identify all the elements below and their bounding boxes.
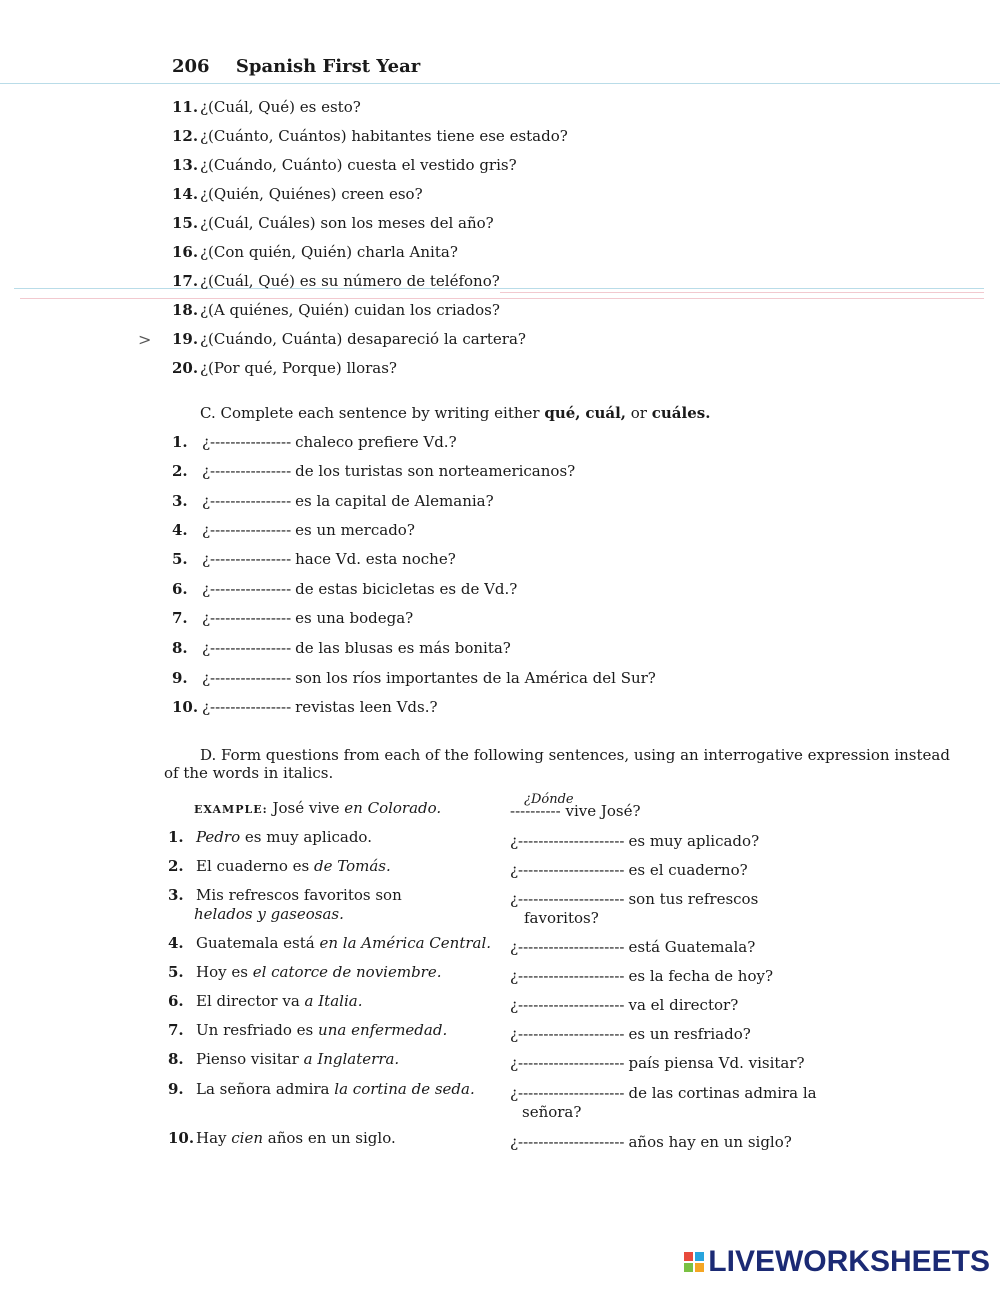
answer-blank[interactable]: ¿---------------------: [510, 1133, 625, 1151]
margin-mark: >: [138, 330, 152, 349]
list-item: 10. ¿---------------- revistas leen Vds.?: [172, 698, 438, 716]
list-item: 11. ¿(Cuál, Qué) es esto?: [172, 98, 361, 116]
question: ¿--------------------- de las cortinas admira la: [510, 1084, 817, 1102]
list-item: 1. ¿---------------- chaleco prefiere Vd.?: [172, 433, 457, 451]
question: ¿--------------------- país piensa Vd. visitar?: [510, 1054, 805, 1072]
answer-blank[interactable]: ¿----------------: [202, 639, 292, 657]
page-number: 206: [172, 56, 210, 77]
answer-blank[interactable]: ¿----------------: [202, 669, 292, 687]
sentence: 5. Hoy es el catorce de noviembre.: [168, 963, 442, 981]
list-item: 19. ¿(Cuándo, Cuánta) desapareció la cartera?: [172, 330, 526, 348]
answer-blank[interactable]: ¿---------------------: [510, 1084, 625, 1102]
list-item: 14. ¿(Quién, Quiénes) creen eso?: [172, 185, 423, 203]
sentence: 3. Mis refrescos favoritos son: [168, 886, 402, 904]
logo-mark-icon: [684, 1252, 704, 1272]
answer-blank[interactable]: ¿----------------: [202, 698, 292, 716]
sentence: 10. Hay cien años en un siglo.: [168, 1129, 396, 1147]
sentence: 9. La señora admira la cortina de seda.: [168, 1080, 475, 1098]
answer-blank[interactable]: ¿---------------------: [510, 832, 625, 850]
answer-blank[interactable]: ¿---------------------: [510, 1054, 625, 1072]
book-title: Spanish First Year: [235, 56, 421, 77]
answer-blank[interactable]: ¿---------------------: [510, 938, 625, 956]
answer-blank[interactable]: ¿----------------: [202, 580, 292, 598]
list-item: 5. ¿---------------- hace Vd. esta noche?: [172, 550, 456, 568]
answer-blank[interactable]: ¿----------------: [202, 521, 292, 539]
list-item: 9. ¿---------------- son los ríos importantes de la América del Sur?: [172, 669, 656, 687]
question: ¿--------------------- es muy aplicado?: [510, 832, 760, 850]
list-item: 6. ¿---------------- de estas bicicletas es de Vd.?: [172, 580, 518, 598]
answer-blank[interactable]: ¿----------------: [202, 550, 292, 568]
sentence: 2. El cuaderno es de Tomás.: [168, 857, 391, 875]
question-continuation: favoritos?: [524, 909, 599, 927]
list-item: 20. ¿(Por qué, Porque) lloras?: [172, 359, 397, 377]
question: ¿--------------------- va el director?: [510, 996, 739, 1014]
answer-blank[interactable]: ¿----------------: [202, 492, 292, 510]
list-item: 2. ¿---------------- de los turistas son norteamericanos?: [172, 462, 576, 480]
list-item: 7. ¿---------------- es una bodega?: [172, 609, 414, 627]
sentence: 1. Pedro es muy aplicado.: [168, 828, 372, 846]
sentence: 8. Pienso visitar a Inglaterra.: [168, 1050, 400, 1068]
scan-line: [0, 83, 1000, 84]
section-d-title: D. Form questions from each of the following sentences, using an interrogative expression instead of the words in italics.: [164, 746, 950, 782]
list-item: 4. ¿---------------- es un mercado?: [172, 521, 415, 539]
list-item: 17. ¿(Cuál, Qué) es su número de teléfono?: [172, 272, 500, 290]
sentence: 6. El director va a Italia.: [168, 992, 363, 1010]
scan-line: [20, 298, 984, 299]
list-item: 18. ¿(A quiénes, Quién) cuidan los criados?: [172, 301, 500, 319]
answer-blank[interactable]: ¿---------------------: [510, 996, 625, 1014]
example-answer: ---------- vive José?: [510, 802, 641, 820]
list-item: 3. ¿---------------- es la capital de Alemania?: [172, 492, 494, 510]
list-item: 13. ¿(Cuándo, Cuánto) cuesta el vestido gris?: [172, 156, 517, 174]
question: ¿--------------------- años hay en un siglo?: [510, 1133, 792, 1151]
answer-blank[interactable]: ¿---------------------: [510, 967, 625, 985]
question-continuation: señora?: [522, 1103, 582, 1121]
sentence: 4. Guatemala está en la América Central.: [168, 934, 492, 952]
question: ¿--------------------- es el cuaderno?: [510, 861, 748, 879]
answer-blank[interactable]: ¿----------------: [202, 433, 292, 451]
answer-blank[interactable]: ¿---------------------: [510, 890, 625, 908]
example-sentence: EXAMPLE: José vive en Colorado.: [194, 799, 442, 817]
question: ¿--------------------- es la fecha de hoy?: [510, 967, 773, 985]
answer-blank[interactable]: ¿---------------------: [510, 861, 625, 879]
sentence-continuation: helados y gaseosas.: [194, 905, 344, 923]
list-item: 12. ¿(Cuánto, Cuántos) habitantes tiene ese estado?: [172, 127, 568, 145]
answer-blank[interactable]: ¿---------------------: [510, 1025, 625, 1043]
example-answer-word: ¿Dónde: [524, 792, 574, 807]
sentence: 7. Un resfriado es una enfermedad.: [168, 1021, 448, 1039]
liveworksheets-logo: LIVEWORKSHEETS: [684, 1245, 990, 1279]
list-item: 15. ¿(Cuál, Cuáles) son los meses del año?: [172, 214, 494, 232]
answer-blank[interactable]: ¿----------------: [202, 609, 292, 627]
scan-line: [500, 292, 984, 293]
question: ¿--------------------- son tus refrescos: [510, 890, 759, 908]
list-item: 8. ¿---------------- de las blusas es más bonita?: [172, 639, 511, 657]
page-header: [172, 56, 420, 77]
answer-blank[interactable]: ¿----------------: [202, 462, 292, 480]
list-item: 16. ¿(Con quién, Quién) charla Anita?: [172, 243, 458, 261]
section-c-title: C. Complete each sentence by writing either qué, cuál, or cuáles.: [200, 404, 711, 422]
question: ¿--------------------- es un resfriado?: [510, 1025, 751, 1043]
question: ¿--------------------- está Guatemala?: [510, 938, 756, 956]
